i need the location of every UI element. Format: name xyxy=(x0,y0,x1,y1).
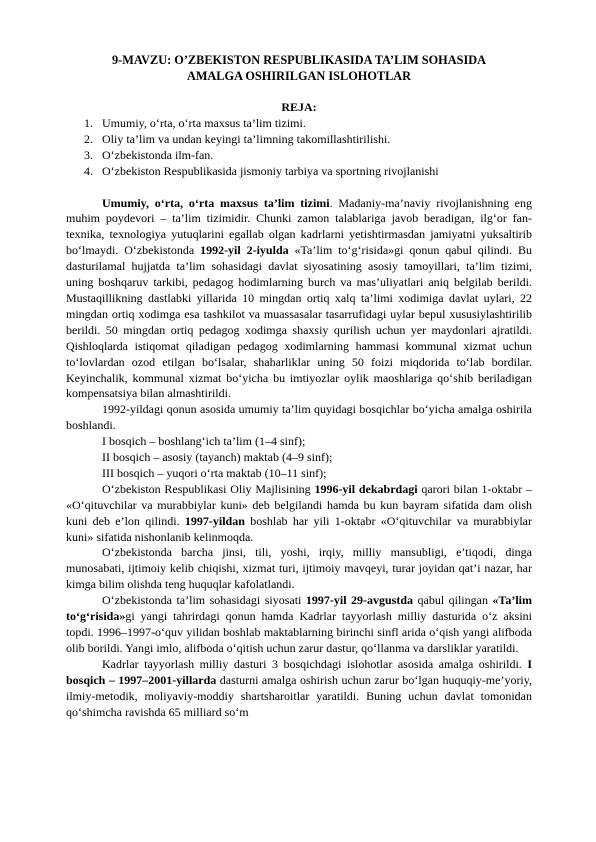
stage-highlight: I bosqich – 1997–2001-yillarda xyxy=(66,656,532,687)
text-run: O‘zbekiston Respublikasi Oliy Majlisining xyxy=(102,481,315,496)
plan-item: 1. Umumiy, o‘rta, o‘rta maxsus ta’lim tizimi. xyxy=(96,116,532,132)
stage-item: I bosqich – boshlang‘ich ta’lim (1–4 sinf); xyxy=(102,434,306,449)
paragraph-6 xyxy=(66,657,532,721)
text-run: qabul qilingan xyxy=(413,593,493,608)
plan-list xyxy=(66,116,532,180)
title-line-1: 9-MAVZU: O’ZBEKISTON RESPUBLIKASIDA TA’LIM SOHASIDA xyxy=(112,53,486,67)
plan-heading: REJA: xyxy=(281,100,317,114)
date-highlight: 1992-yil 2-iyulda xyxy=(200,243,289,258)
text-run: . Madaniy-ma’naviy rivojlanishning eng muhim poydevori – ta’lim tizimidir. Chunki zamon talablariga javob beradigan, ilg‘or fan-texnika, texnologiya yutuqlarini egallab olgan kadrlarni yetishtirmasdan jamiyatni yuksaltirib bo‘lmaydi. O‘zbekistonda xyxy=(66,195,532,258)
stage-item: II bosqich – asosiy (tayanch) maktab (4–9 sinf); xyxy=(102,450,333,465)
paragraph-5 xyxy=(66,593,532,657)
paragraph-3 xyxy=(66,482,532,546)
paragraph-4: O‘zbekistonda barcha jinsi, tili, yoshi, irqiy, milliy mansubligi, e’tiqodi, dinga munosabati, ijtimoiy kelib chiqishi, xizmat turi, ijtimoiy mavqeyi, turar joyidan qat’i nazar, har kimga bilim olishda teng huquqlar kafolatlandi. xyxy=(66,545,532,592)
date-highlight: 1997-yil 29-avgustda xyxy=(305,593,414,608)
law-title: «Ta’lim to‘g‘risida» xyxy=(66,593,532,624)
paragraph-2: 1992-yildagi qonun asosida umumiy ta’lim quyidagi bosqichlar bo‘yicha amalga oshirila boshlandi. xyxy=(66,402,532,433)
text-run: gi yangi tahrirdagi qonun hamda Kadrlar tayyorlash milliy dasturida o‘z aksini topdi. 1996–1997-o‘quv yilidan boshlab maktablarning birinchi sinfl arida o‘qish yangi alifboda olib borildi. Yangi imlo, alifboda o‘qitish uchun zarur dastur, qo‘llanma va darsliklar yaratildi. xyxy=(66,609,532,655)
text-run: O‘zbekistonda ta’lim sohasidagi siyosati xyxy=(102,593,306,608)
document-title xyxy=(66,52,532,84)
date-highlight: 1997-yildan xyxy=(184,513,245,528)
document-page xyxy=(66,52,532,720)
plan-item: 4. O‘zbekiston Respublikasida jismoniy tarbiya va sportning rivojlanishi xyxy=(96,164,532,180)
plan-item: 3. O‘zbekistonda ilm-fan. xyxy=(96,148,532,164)
date-highlight: 1996-yil dekabrdagi xyxy=(314,481,418,496)
text-run: boshlab har yili 1-oktabr «O‘qituvchilar va murabbiylar kuni» sifatida nishonlanib kelinmoqda. xyxy=(66,513,532,544)
paragraph-1 xyxy=(66,196,532,403)
title-line-2: AMALGA OSHIRILGAN ISLOHOTLAR xyxy=(186,69,412,83)
plan-item: 2. Oliy ta’lim va undan keyingi ta’limning takomillashtirilishi. xyxy=(96,132,532,148)
text-run: dasturni amalga oshirish uchun zarur bo‘lgan huquqiy-me’yoriy, ilmiy-metodik, moliyaviy-moddiy shartsharoitlar yaratildi. Buning uchun davlat tomonidan qo‘shimcha ravishda 65 milliard so‘m xyxy=(66,672,532,719)
stage-item: III bosqich – yuqori o‘rta maktab (10–11 sinf); xyxy=(102,465,327,480)
text-run: Kadrlar tayyorlash milliy dasturi 3 bosqichdagi islohotlar asosida amalga oshirildi. xyxy=(102,656,528,671)
section-lead: Umumiy, o‘rta, o‘rta maxsus ta’lim tizimi xyxy=(102,195,330,210)
text-run: «Ta’lim to‘g‘risida»gi qonun qabul qilindi. Bu dasturilamal hujjatda ta’lim sohasidagi davlat siyosatining asosiy tamoyillari, ta’lim tizimi, uning boshqaruv tarkibi, pedagog hodimlarning burch va mas’uliyatlari aniq belgilab berildi. Mustaqillikning dastlabki yillarida 10 mingdan ortiq xalq ta’limi xodimiga davlat uylari, 22 mingdan ortiq xodimga esa tashkilot va muassasalar tasarrufidagi uylar bepul xususiylashtirilib berildi. 50 mingdan ortiq pedagog xodimga shaxsiy qurilish uchun yer maydonlari ajratildi. Qishloqlarda istiqomat qiladigan pedagog xodimlarning hammasi kommunal xizmat uchun to‘lovlardan ozod etilgan bo‘lsalar, shaharliklar uning 50 foizi miqdorida to‘lab bordilar. Keyinchalik, kommunal xizmat bo‘yicha bu imtiyozlar oylik maoshlariga qo‘shib beriladigan kompensatsiya bilan almashtirildi. xyxy=(66,243,533,401)
text-run: qarori bilan 1-oktabr – «O‘qituvchilar va murabbiylar kuni» deb belgilandi hamda bu kun bayram sifatida dam olish kuni deb e’lon qilindi. xyxy=(66,481,532,528)
